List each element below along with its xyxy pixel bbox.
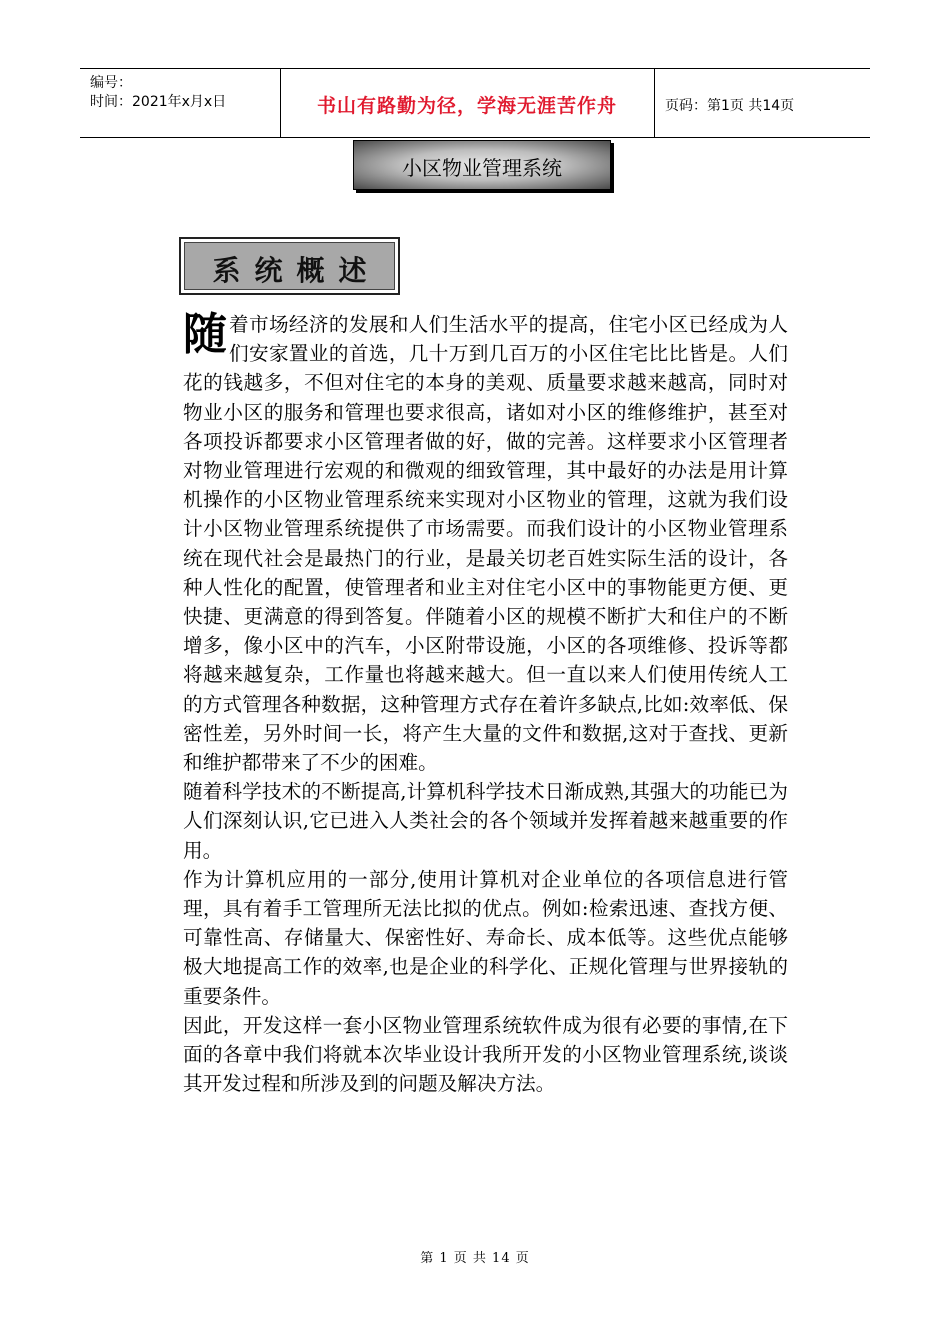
header-left-cell (80, 69, 281, 137)
header-page-info: 页码：第1页 共14页 (665, 98, 795, 114)
paragraph-2: 随着科学技术的不断提高,计算机科学技术日渐成熟,其强大的功能已为人们深刻认识,它已进入人类社会的各个领域并发挥着越来越重要的作用。 (183, 780, 788, 862)
document-title-box (353, 140, 611, 190)
header-middle-cell (280, 69, 655, 137)
header-motto: 书山有路勤为径，学海无涯苦作舟 (316, 95, 617, 117)
body-text (183, 310, 788, 1098)
paragraph-1 (183, 310, 788, 777)
section-heading-box (179, 237, 400, 295)
paragraph-4: 因此，开发这样一套小区物业管理系统软件成为很有必要的事情,在下面的各章中我们将就本次毕业设计我所开发的小区物业管理系统,谈谈其开发过程和所涉及到的问题及解决方法。 (183, 1013, 788, 1096)
document-number-label: 编号： (90, 75, 132, 91)
header-right-cell (655, 69, 870, 137)
paragraph-1-text: 着市场经济的发展和人们生活水平的提高，住宅小区已经成为人们安家置业的首选，几十万到几百万的小区住宅比比皆是。人们花的钱越多，不但对住宅的本身的美观、质量要求越来越高，同时对物业小区的服务和管理也要求很高，诸如对小区的维修维护，甚至对各项投诉都要求小区管理者做的好，做的完善。这样要求小区管理者对物业管理进行宏观的和微观的细致管理，其中最好的办法是用计算机操作的小区物业管理系统来实现对小区物业的管理，这就为我们设计小区物业管理系统提供了市场需要。而我们设计的小区物业管理系统在现代社会是最热门的行业，是最关切老百姓实际生活的设计，各种人性化的配置，使管理者和业主对住宅小区中的事物能更方便、更快捷、更满意的得到答复。伴随着小区的规模不断扩大和住户的不断增多，像小区中的汽车，小区附带设施，小区的各项维修、投诉等都将越来越复杂，工作量也将越来越大。但一直以来人们使用传统人工的方式管理各种数据，这种管理方式存在着许多缺点,比如:效率低、保密性差，另外时间一长，将产生大量的文件和数据,这对于查找、更新和维护都带来了不少的困难。 (183, 313, 788, 775)
section-heading: 系统概述 (212, 254, 381, 287)
page-footer: 第 1 页 共 14 页 (420, 1251, 530, 1266)
drop-cap: 随 (183, 309, 227, 360)
document-title: 小区物业管理系统 (402, 156, 562, 180)
page-header (80, 68, 870, 138)
paragraph-3: 作为计算机应用的一部分,使用计算机对企业单位的各项信息进行管理，具有着手工管理所无法比拟的优点。例如:检索迅速、查找方便、可靠性高、存储量大、保密性好、寿命长、成本低等。这些优点能够极大地提高工作的效率,也是企业的科学化、正规化管理与世界接轨的重要条件。 (183, 867, 788, 1008)
document-time-label: 时间：2021年x月x日 (90, 94, 227, 110)
